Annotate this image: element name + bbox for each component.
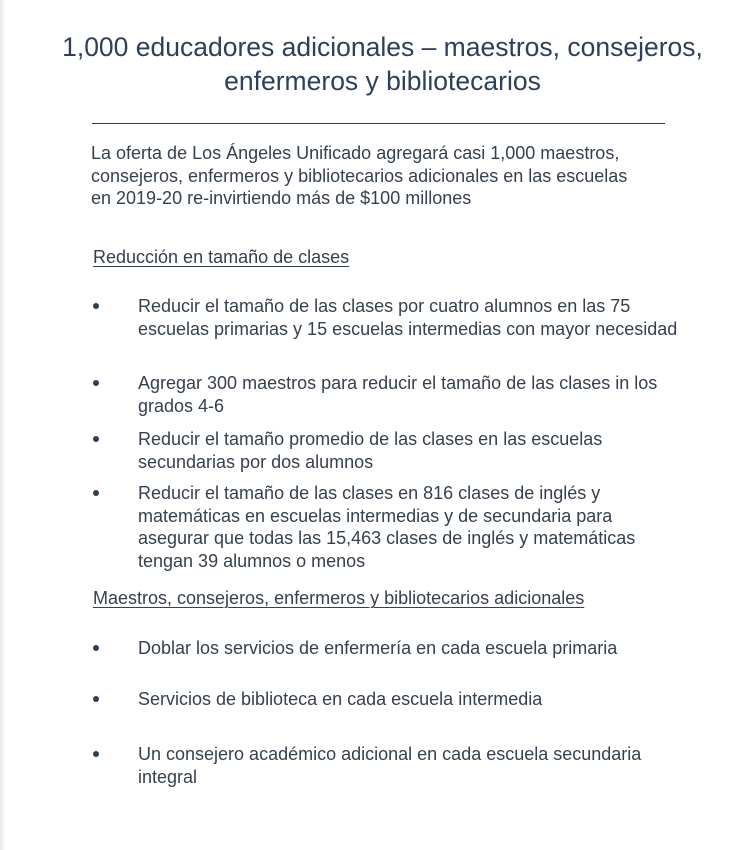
list-item-line: matemáticas en escuelas intermedias y de secundaria para — [138, 505, 613, 526]
list-item-text — [138, 428, 750, 473]
slide-title: 1,000 educadores adicionales – maestros, consejeros, enfermeros y bibliotecarios — [62, 32, 703, 96]
intro-line: La oferta de Los Ángeles Unificado agregará casi 1,000 maestros, — [91, 143, 620, 163]
list-item-text — [138, 482, 750, 572]
bullet-icon — [93, 696, 99, 702]
bullet-icon — [93, 436, 99, 442]
list-item-line: integral — [138, 766, 198, 787]
list-item-line: Doblar los servicios de enfermería en cada escuela primaria — [138, 638, 618, 658]
list-item-line: secundarias por dos alumnos — [138, 451, 374, 472]
list-item-line: Agregar 300 maestros para reducir el tamaño de las clases in los — [138, 373, 658, 393]
bullet-icon — [93, 490, 99, 496]
list-item-line: Un consejero académico adicional en cada escuela secundaria — [138, 744, 642, 764]
list-item-line: Servicios de biblioteca en cada escuela intermedia — [138, 689, 543, 709]
intro-line: en 2019-20 re-invirtiendo más de $100 millones — [91, 188, 472, 208]
list-item-line: tengan 39 alumnos o menos — [138, 550, 366, 571]
list-item-line: escuelas primarias y 15 escuelas intermedias con mayor necesidad — [138, 318, 678, 339]
list-item-line: asegurar que todas las 15,463 clases de inglés y matemáticas — [138, 528, 636, 548]
list-item-text — [138, 688, 750, 711]
intro-paragraph — [91, 142, 731, 210]
section-heading-class-size: Reducción en tamaño de clases — [93, 247, 350, 267]
list-item-line: grados 4-6 — [138, 395, 225, 416]
list-item-line: Reducir el tamaño promedio de las clases en las escuelas — [138, 429, 603, 449]
list-item-line: Reducir el tamaño de las clases por cuatro alumnos en las 75 — [138, 296, 631, 316]
bullet-icon — [93, 303, 99, 309]
list-item-text — [138, 372, 750, 417]
bullet-icon — [93, 380, 99, 386]
list-item-text — [138, 743, 750, 788]
title-divider — [92, 123, 665, 124]
page-edge-shadow — [0, 0, 6, 850]
list-item-line: Reducir el tamaño de las clases en 816 clases de inglés y — [138, 483, 601, 503]
section-heading-additional-staff: Maestros, consejeros, enfermeros y bibliotecarios adicionales — [93, 588, 585, 608]
intro-line: consejeros, enfermeros y bibliotecarios adicionales en las escuelas — [91, 165, 628, 186]
list-item-text — [138, 295, 750, 340]
bullet-icon — [93, 645, 99, 651]
list-item-text — [138, 637, 750, 660]
bullet-icon — [93, 751, 99, 757]
